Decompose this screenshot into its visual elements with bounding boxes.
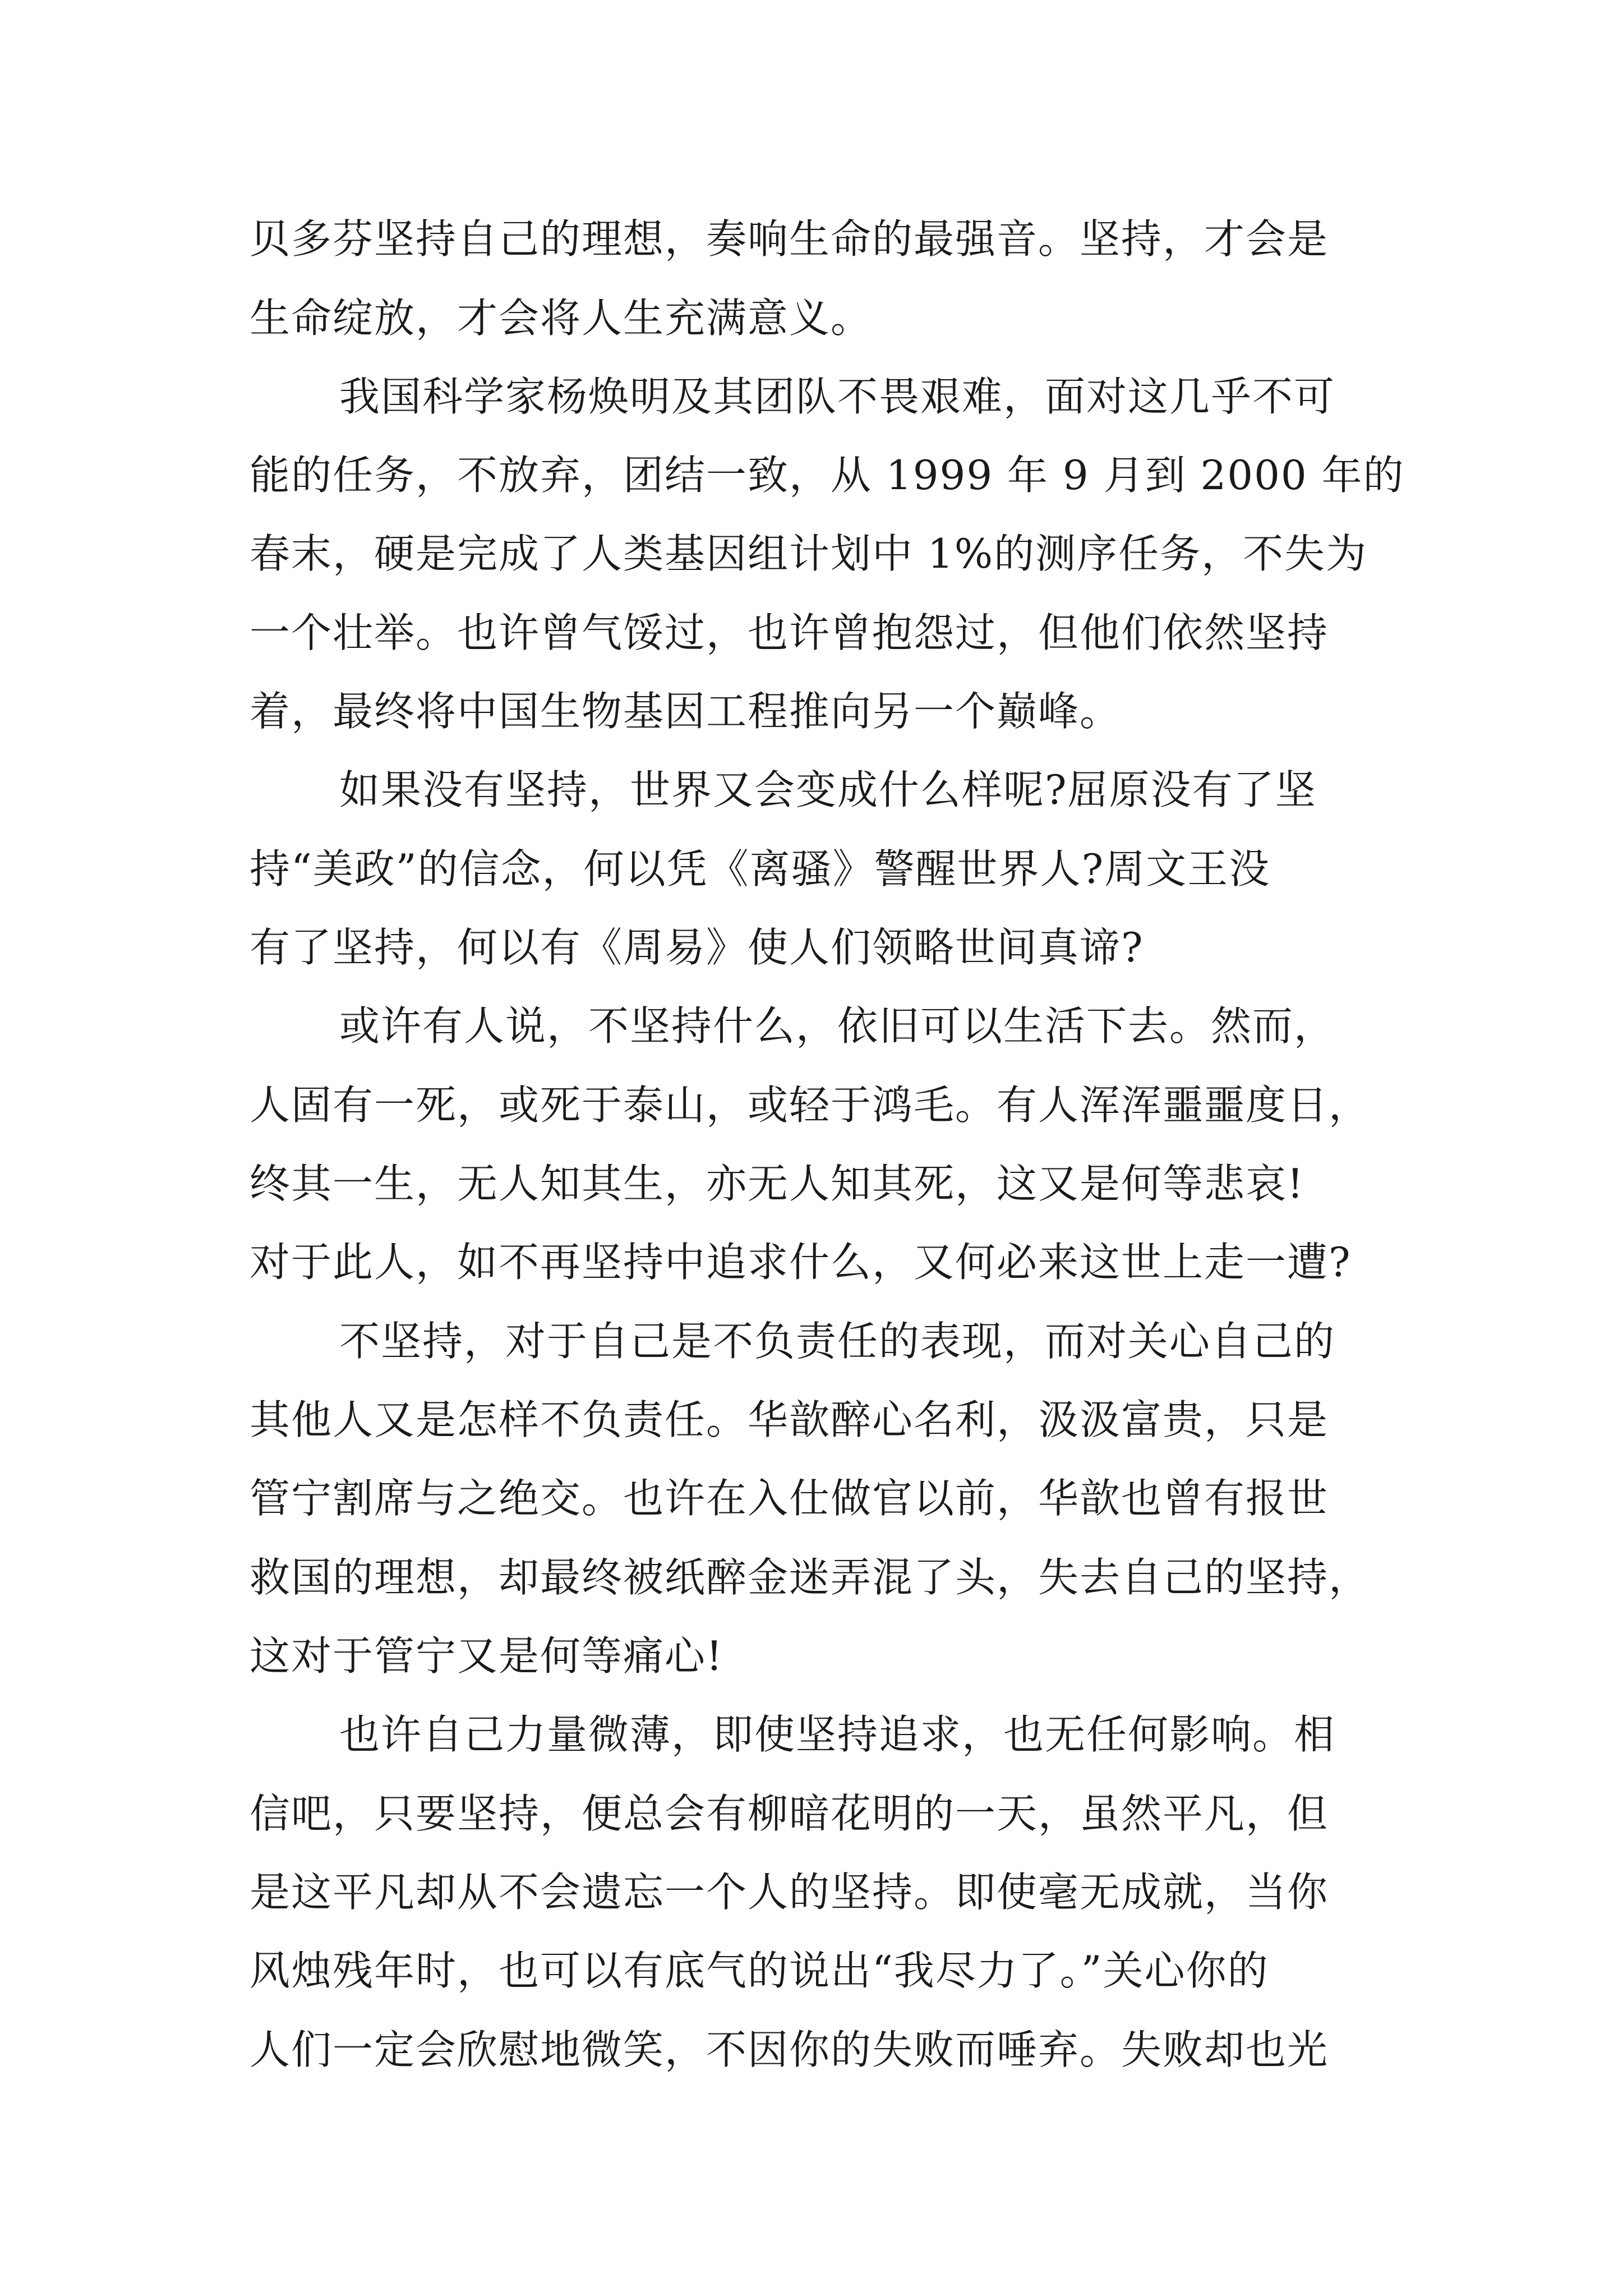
text-line: 对于此人，如不再坚持中追求什么，又何必来这世上走一遭? (250, 1239, 1352, 1286)
text-line: 贝多芬坚持自己的理想，奏响生命的最强音。坚持，才会是 (250, 215, 1329, 263)
text-line: 这对于管宁又是何等痛心! (250, 1632, 723, 1680)
text-line: 其他人又是怎样不负责任。华歆醉心名利，汲汲富贵，只是 (250, 1396, 1329, 1443)
paragraph-first-line: 或许有人说，不坚持什么，依旧可以生活下去。然而， (339, 1002, 1336, 1050)
text-line: 信吧，只要坚持，便总会有柳暗花明的一天，虽然平凡，但 (250, 1790, 1329, 1837)
paragraph-first-line: 也许自己力量微薄，即使坚持追求，也无任何影响。相 (339, 1711, 1336, 1758)
text-line: 风烛残年时，也可以有底气的说出“我尽力了。”关心你的 (250, 1947, 1269, 1994)
text-line: 生命绽放，才会将人生充满意义。 (250, 295, 873, 342)
text-line: 管宁割席与之绝交。也许在入仕做官以前，华歆也曾有报世 (250, 1475, 1329, 1522)
text-line: 有了坚持，何以有《周易》使人们领略世间真谛? (250, 924, 1144, 971)
paragraph-first-line: 不坚持，对于自己是不负责任的表现，而对关心自己的 (339, 1318, 1336, 1365)
text-line: 人们一定会欣慰地微笑，不因你的失败而唾弃。失败却也光 (250, 2026, 1329, 2073)
text-line: 持“美政”的信念，何以凭《离骚》警醒世界人?周文王没 (250, 845, 1271, 892)
text-line: 一个壮举。也许曾气馁过，也许曾抱怨过，但他们依然坚持 (250, 609, 1329, 656)
text-line: 终其一生，无人知其生，亦无人知其死，这又是何等悲哀! (250, 1160, 1304, 1207)
text-line: 能的任务，不放弃，团结一致，从 1999 年 9 月到 2000 年的 (250, 452, 1405, 499)
text-line: 救国的理想，却最终被纸醉金迷弄混了头，失去自己的坚持， (250, 1554, 1371, 1601)
text-line: 是这平凡却从不会遗忘一个人的坚持。即使毫无成就，当你 (250, 1869, 1329, 1916)
paragraph-first-line: 如果没有坚持，世界又会变成什么样呢?屈原没有了坚 (339, 766, 1317, 813)
paragraph-first-line: 我国科学家杨焕明及其团队不畏艰难，面对这几乎不可 (339, 373, 1336, 420)
text-line: 春末，硬是完成了人类基因组计划中 1%的测序任务，不失为 (250, 530, 1368, 577)
text-line: 着，最终将中国生物基因工程推向另一个巅峰。 (250, 688, 1122, 735)
text-line: 人固有一死，或死于泰山，或轻于鸿毛。有人浑浑噩噩度日， (250, 1082, 1371, 1129)
